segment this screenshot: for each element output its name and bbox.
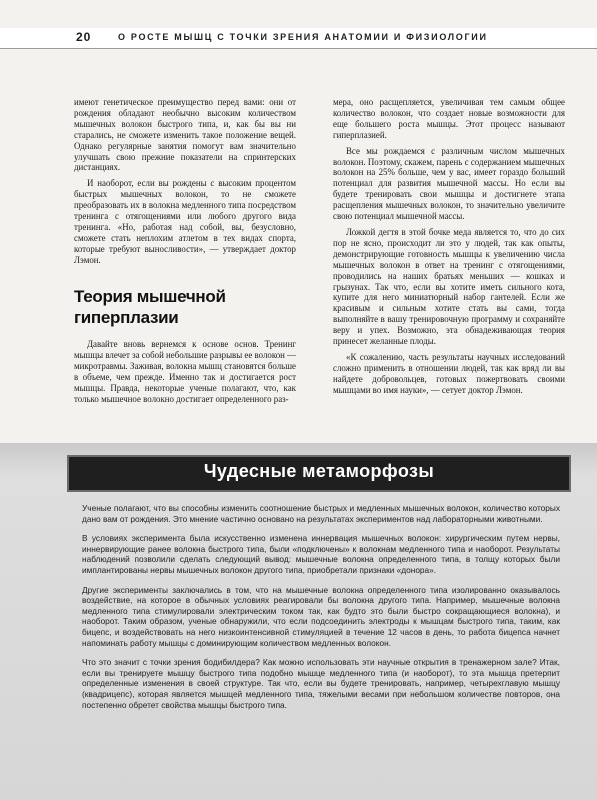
right-column <box>333 97 565 396</box>
sidebar-paragraph: В условиях эксперимента была искусственно изменена иннервация мышечных волокон: хирургическим путем нервы, иннервирующие ранее волокна быстрого типа, были «подключены» к волокнам медленного типа и наоборот. Результаты наблюдений позволили сделать следующий вывод: мышечные волокна определенного типа, в толщу которых были имплантированы нервы мышечных волокон другого типа, приобретали признаки «донора». <box>82 533 560 575</box>
paragraph: Давайте вновь вернемся к основе основ. Тренинг мышцы влечет за собой небольшие разрывы ее волокон — микротравмы. Заживая, волокна мышц становятся больше в объеме, чем прежде. Именно так и достигается рост мышцы. Правда, некоторые ученые полагают, что, как только мышечное волокно достигает определенного раз- <box>74 339 296 404</box>
paragraph: Ложкой дегтя в этой бочке меда является то, что до сих пор не ясно, происходит ли это у людей, так как опыты, демонстрирующие готовность мышцы к увеличению числа мышечных волокон в ответ на тренинг с отягощениями, проводились на наших братьях меньших — кошках и грызунах. Так что, если вы хотите иметь сильного кота, купите для него миниатюрный набор гантелей. Если же красивым и сильным хотите стать вы сами, тогда выполняйте в вашу тренировочную программу и сохраняйте веру и упех. Возможно, эта обнадеживающая теория принесет желанные плоды. <box>333 226 565 347</box>
paragraph: мера, оно расщепляется, увеличивая тем самым общее количество волокон, что создает новые возможности для еще большего роста мышцы. Этот процесс называют гиперплазией. <box>333 97 565 140</box>
section-heading-line-2: гиперплазии <box>74 308 179 327</box>
sidebar-body <box>82 503 560 710</box>
paragraph: И наоборот, если вы рождены с высоким процентом быстрых мышечных волокон, то не сможете преобразовать их в волокна медленного типа посредством тренинга с отягощениями или любого другого вида тренинга. «Но, работая над собой, вы, безусловно, сможете стать неплохим атлетом в тех видах спорта, которые требуют выносливости», — утверждает доктор Лэмон. <box>74 178 296 265</box>
paragraph: имеют генетическое преимущество перед вами: они от рождения обладают необычно высоким количеством мышечных волокон быстрого типа, и, как бы вы ни старались, не сможете изменить такое положение вещей. Однако регулярные занятия помогут вам значительно улучшать свою прежние показатели на спринтерских дистанциях. <box>74 97 296 173</box>
page-number: 20 <box>76 30 92 44</box>
sidebar-paragraph: Другие эксперименты заключались в том, что на мышечные волокна определенного типа изолированно оказывалось воздействие, на которое в обычных условиях реагировали бы волокна другого типа. Например, мышечные волокна медленного типа стимулировали электрическим током так, как будто это были быстро сокращающиеся волокна), и наоборот. Таким образом, ученые обнаружили, что если подсоединить электроды к мышцам быстрого типа, таким, как бицепс, и воздействовать на него низкоинтенсивной стимуляцией в течение 12 часов в день, то работа бицепса начнет напоминать работу мышцы с доминирующим количеством медленных волокон. <box>82 584 560 648</box>
left-column-top <box>74 97 296 266</box>
paragraph: Все мы рождаемся с различным числом мышечных волокон. Поэтому, скажем, парень с содержанием мышечных волокон на 25% больше, чем у вас, имеет гораздо больший потенциал для развития мышечной массы. Но если вы будете тренировать свои мышцы и достигнете этапа расщепления мышечных волокон, то значительно увеличите свою потенциал мышечной массы. <box>333 145 565 222</box>
sidebar-title: Чудесные метаморфозы <box>203 461 435 481</box>
section-heading <box>74 286 304 328</box>
running-title: О РОСТЕ МЫШЦ С ТОЧКИ ЗРЕНИЯ АНАТОМИИ И ФИЗИОЛОГИИ <box>118 32 488 42</box>
sidebar-paragraph: Ученые полагают, что вы способны изменить соотношение быстрых и медленных мышечных волокон, количество которых дано вам от рождения. Это мнение частично основано на результатах экспериментов над лабораторными животными. <box>82 503 560 524</box>
section-heading-line-1: Теория мышечной <box>74 287 226 306</box>
sidebar-paragraph: Что это значит с точки зрения бодибилдера? Как можно использовать эти научные открытия в тренажерном зале? Итак, если вы тренируете мышцу быстрого типа подобно мышце медленного типа (и наоборот), то эта мышца претерпит определенные изменения в своей структуре. Так что, если вы будете тренировать, например, четырехглавую мышцу (квадрицепс), которая является мышцей медленного типа, тяжелыми весами при небольшом количестве повторов, она постепенно обретет свойства мышцы быстрого типа. <box>82 657 560 710</box>
paragraph: «К сожалению, часть результаты научных исследований сложно применить в отношении людей, так как вряд ли вы найдете добровольцев, готовых пожертвовать своими мышцами во имя науки», — сетует доктор Лэмон. <box>333 351 565 395</box>
left-column-bottom <box>74 339 296 404</box>
